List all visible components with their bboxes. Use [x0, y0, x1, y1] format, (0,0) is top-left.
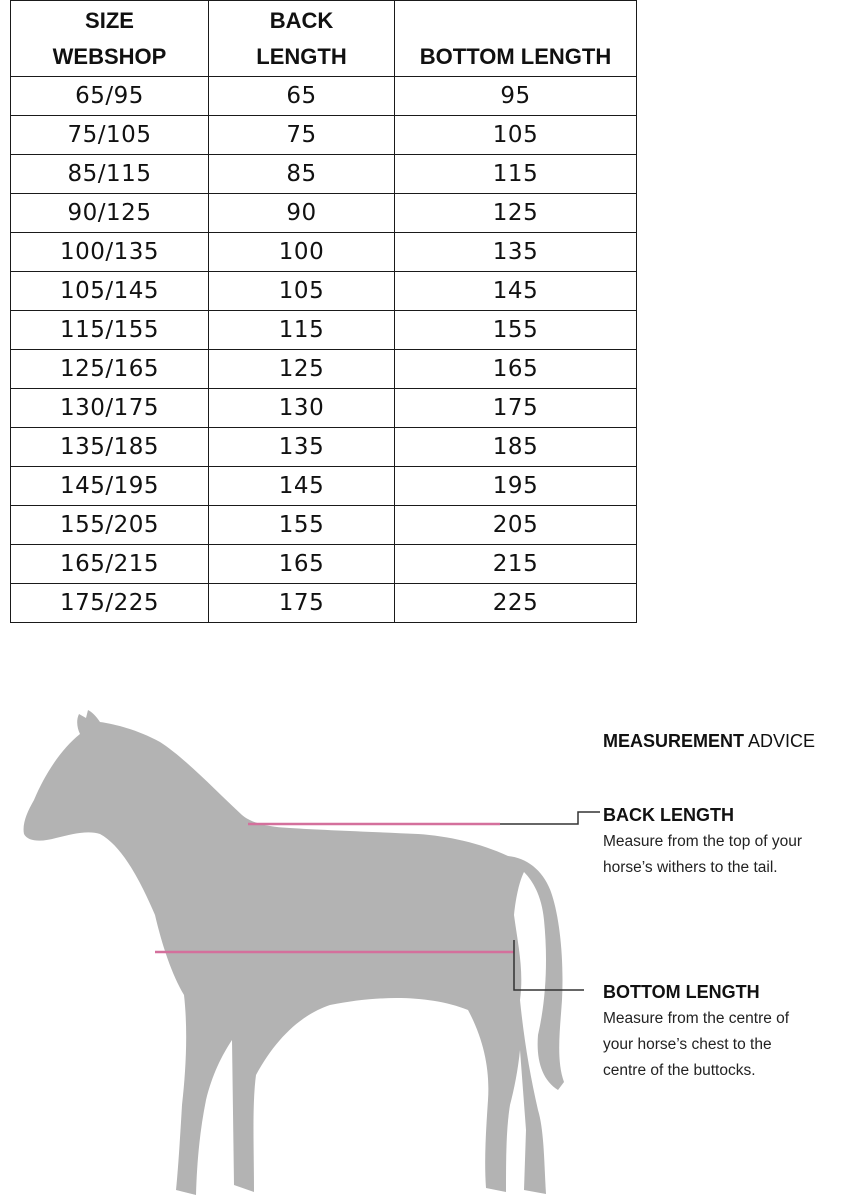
table-row: [11, 389, 637, 428]
header-bottom-text: BOTTOM LENGTH: [419, 44, 612, 69]
table-row: [11, 428, 637, 467]
advice-title-rest: ADVICE: [748, 731, 816, 751]
back-length-leader: [500, 812, 600, 824]
cell-back-length: 90: [209, 194, 395, 233]
cell-bottom-length: 195: [395, 467, 637, 506]
header-back-line-2: LENGTH: [256, 43, 347, 69]
header-bottom-length: [395, 1, 637, 77]
cell-size-webshop: 175/225: [11, 584, 209, 623]
cell-size-webshop: 155/205: [11, 506, 209, 545]
header-back-line-1: BACK: [269, 7, 334, 33]
measurement-advice-title: [603, 731, 815, 752]
cell-size-webshop: 90/125: [11, 194, 209, 233]
table-row: [11, 311, 637, 350]
cell-size-webshop: 100/135: [11, 233, 209, 272]
table-row: [11, 233, 637, 272]
cell-size-webshop: 135/185: [11, 428, 209, 467]
header-size-line-1: SIZE: [85, 7, 134, 33]
cell-size-webshop: 145/195: [11, 467, 209, 506]
cell-back-length: 65: [209, 77, 395, 116]
cell-back-length: 125: [209, 350, 395, 389]
cell-size-webshop: 130/175: [11, 389, 209, 428]
table-row: [11, 506, 637, 545]
cell-back-length: 155: [209, 506, 395, 545]
cell-back-length: 105: [209, 272, 395, 311]
cell-back-length: 75: [209, 116, 395, 155]
cell-bottom-length: 95: [395, 77, 637, 116]
cell-size-webshop: 125/165: [11, 350, 209, 389]
cell-bottom-length: 125: [395, 194, 637, 233]
cell-size-webshop: 75/105: [11, 116, 209, 155]
cell-back-length: 175: [209, 584, 395, 623]
table-row: [11, 155, 637, 194]
cell-bottom-length: 205: [395, 506, 637, 545]
header-back-length: [209, 1, 395, 77]
table-row: [11, 467, 637, 506]
cell-size-webshop: 65/95: [11, 77, 209, 116]
bottom-length-desc-line: your horse’s chest to the: [603, 1036, 772, 1053]
cell-bottom-length: 105: [395, 116, 637, 155]
cell-bottom-length: 225: [395, 584, 637, 623]
cell-back-length: 130: [209, 389, 395, 428]
cell-bottom-length: 215: [395, 545, 637, 584]
table-header-row: [11, 1, 637, 77]
table-row: [11, 194, 637, 233]
horse-measurement-diagram: [0, 690, 860, 1200]
cell-bottom-length: 115: [395, 155, 637, 194]
cell-back-length: 100: [209, 233, 395, 272]
table-row: [11, 116, 637, 155]
table-row: [11, 545, 637, 584]
cell-size-webshop: 105/145: [11, 272, 209, 311]
table-row: [11, 350, 637, 389]
cell-back-length: 85: [209, 155, 395, 194]
cell-bottom-length: 165: [395, 350, 637, 389]
table-body: [11, 77, 637, 623]
cell-bottom-length: 155: [395, 311, 637, 350]
cell-bottom-length: 135: [395, 233, 637, 272]
advice-title-bold: MEASUREMENT: [603, 731, 745, 751]
back-length-heading: BACK LENGTH: [603, 805, 734, 825]
bottom-length-description: [603, 1006, 789, 1084]
cell-back-length: 145: [209, 467, 395, 506]
cell-size-webshop: 115/155: [11, 311, 209, 350]
cell-back-length: 115: [209, 311, 395, 350]
table-row: [11, 584, 637, 623]
cell-bottom-length: 145: [395, 272, 637, 311]
bottom-length-desc-line: centre of the buttocks.: [603, 1062, 756, 1079]
bottom-length-heading: BOTTOM LENGTH: [603, 982, 760, 1002]
table-row: [11, 272, 637, 311]
cell-size-webshop: 85/115: [11, 155, 209, 194]
size-chart-table: [10, 0, 637, 623]
back-length-description: [603, 829, 802, 881]
back-length-desc-line: Measure from the top of your: [603, 833, 803, 850]
cell-size-webshop: 165/215: [11, 545, 209, 584]
cell-back-length: 165: [209, 545, 395, 584]
table-row: [11, 77, 637, 116]
header-size-webshop: [11, 1, 209, 77]
header-size-line-2: WEBSHOP: [52, 43, 167, 69]
back-length-desc-line: horse’s withers to the tail.: [603, 859, 778, 876]
bottom-length-desc-line: Measure from the centre of: [603, 1010, 790, 1027]
cell-bottom-length: 185: [395, 428, 637, 467]
cell-back-length: 135: [209, 428, 395, 467]
cell-bottom-length: 175: [395, 389, 637, 428]
